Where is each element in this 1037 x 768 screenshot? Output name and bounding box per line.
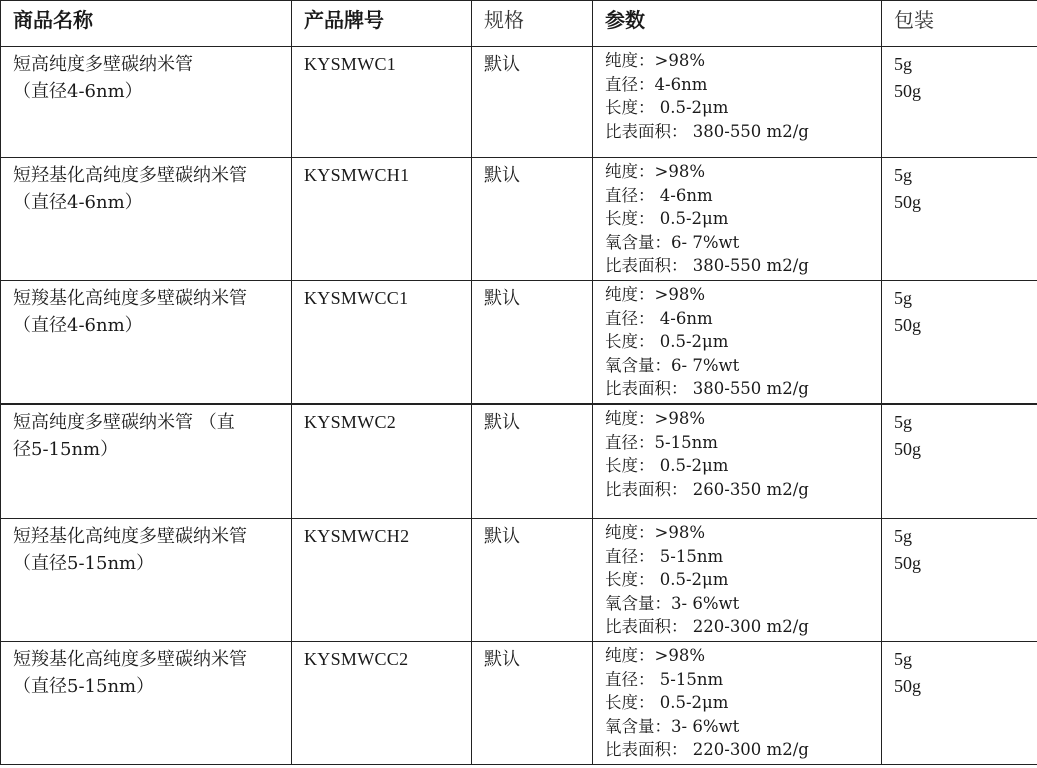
table-row [1,405,1037,519]
product-code: KYSMWC2 [304,412,397,432]
product-name-line: 短高纯度多壁碳纳米管 （直 [13,412,235,433]
header-name-label: 商品名称 [13,8,93,32]
header-code [292,1,472,47]
package-option: 50g [894,439,921,459]
product-code: KYSMWCC1 [304,288,409,308]
package-option: 5g [894,412,912,432]
param-line: 氧含量：6- 7%wt [605,232,740,252]
param-line: 长度： 0.5-2μm [605,209,729,229]
table-bottom-body [1,405,1037,765]
spec-cell [472,405,593,519]
table-header-row [1,1,1037,47]
product-name-line: 短羟基化高纯度多壁碳纳米管 [13,165,247,186]
table-row [1,158,1037,281]
product-code-cell [292,519,472,642]
spec-cell [472,158,593,281]
table-row [1,281,1037,404]
param-line: 比表面积： 220-300 m2/g [605,740,809,760]
product-name-line: （直径4-6nm） [13,81,143,102]
product-name-line: （直径4-6nm） [13,192,143,213]
param-line: 比表面积： 220-300 m2/g [605,617,809,637]
package-option: 5g [894,54,912,74]
param-line: 长度： 0.5-2μm [605,332,729,352]
product-code: KYSMWCH2 [304,526,410,546]
product-code-cell [292,158,472,281]
header-params-label: 参数 [605,8,645,32]
param-line: 直径： 4-6nm [605,185,713,205]
table-row [1,642,1037,765]
param-line: 氧含量：3- 6%wt [605,593,740,613]
product-name-cell [1,405,292,519]
param-line: 比表面积： 380-550 m2/g [605,121,809,141]
params-cell [593,405,882,519]
package-option: 5g [894,288,912,308]
package-cell [882,405,1037,519]
spec-value: 默认 [484,412,520,433]
param-line: 长度： 0.5-2μm [605,456,729,476]
spec-cell [472,519,593,642]
param-line: 氧含量：3- 6%wt [605,716,740,736]
param-line: 直径：4-6nm [605,74,708,94]
spec-value: 默认 [484,288,520,309]
product-name-line: 短羧基化高纯度多壁碳纳米管 [13,649,247,670]
package-cell [882,281,1037,404]
param-line: 长度： 0.5-2μm [605,98,729,118]
package-option: 50g [894,676,921,696]
product-name-cell [1,519,292,642]
param-line: 比表面积： 380-550 m2/g [605,379,809,399]
product-name-line: 短羧基化高纯度多壁碳纳米管 [13,288,247,309]
header-code-label: 产品牌号 [304,8,384,32]
spec-value: 默认 [484,165,520,186]
header-spec-label: 规格 [484,8,524,32]
param-line: 直径： 5-15nm [605,546,724,566]
product-code-cell [292,642,472,765]
package-cell [882,158,1037,281]
spec-value: 默认 [484,649,520,670]
param-line: 纯度：>98% [605,285,705,304]
package-option: 5g [894,526,912,546]
param-line: 比表面积： 380-550 m2/g [605,256,809,276]
product-table-bottom [0,404,1037,765]
product-code-cell [292,281,472,404]
product-name-line: 短高纯度多壁碳纳米管 [13,54,193,75]
header-name [1,1,292,47]
param-line: 长度： 0.5-2μm [605,570,729,590]
param-line: 纯度：>98% [605,51,705,70]
spec-value: 默认 [484,54,520,75]
package-option: 50g [894,192,921,212]
param-line: 纯度：>98% [605,523,705,542]
spec-cell [472,281,593,404]
package-option: 50g [894,553,921,573]
params-cell [593,519,882,642]
package-option: 5g [894,649,912,669]
params-cell [593,47,882,158]
product-name-line: （直径5-15nm） [13,676,155,697]
product-name-line: （直径4-6nm） [13,315,143,336]
table-row [1,47,1037,158]
param-line: 长度： 0.5-2μm [605,693,729,713]
product-name-cell [1,158,292,281]
param-line: 氧含量：6- 7%wt [605,355,740,375]
product-code: KYSMWCC2 [304,649,409,669]
package-option: 5g [894,165,912,185]
product-name-line: 短羟基化高纯度多壁碳纳米管 [13,526,247,547]
param-line: 直径：5-15nm [605,432,718,452]
package-option: 50g [894,315,921,335]
product-name-cell [1,47,292,158]
header-spec [472,1,593,47]
package-option: 50g [894,81,921,101]
params-cell [593,642,882,765]
product-code: KYSMWCH1 [304,165,410,185]
product-code-cell [292,405,472,519]
params-cell [593,281,882,404]
header-package [882,1,1037,47]
product-code: KYSMWC1 [304,54,397,74]
param-line: 纯度：>98% [605,646,705,665]
product-name-cell [1,642,292,765]
spec-cell [472,47,593,158]
param-line: 直径： 5-15nm [605,669,724,689]
param-line: 纯度：>98% [605,162,705,181]
spec-cell [472,642,593,765]
package-cell [882,519,1037,642]
table-top-body [1,47,1037,404]
table-row [1,519,1037,642]
package-cell [882,642,1037,765]
params-cell [593,158,882,281]
product-code-cell [292,47,472,158]
header-params [593,1,882,47]
product-name-line: （直径5-15nm） [13,553,155,574]
spec-value: 默认 [484,526,520,547]
param-line: 直径： 4-6nm [605,308,713,328]
package-cell [882,47,1037,158]
header-package-label: 包装 [894,8,934,32]
param-line: 比表面积： 260-350 m2/g [605,479,809,499]
product-name-cell [1,281,292,404]
product-name-line: 径5-15nm） [13,439,119,460]
param-line: 纯度：>98% [605,409,705,428]
